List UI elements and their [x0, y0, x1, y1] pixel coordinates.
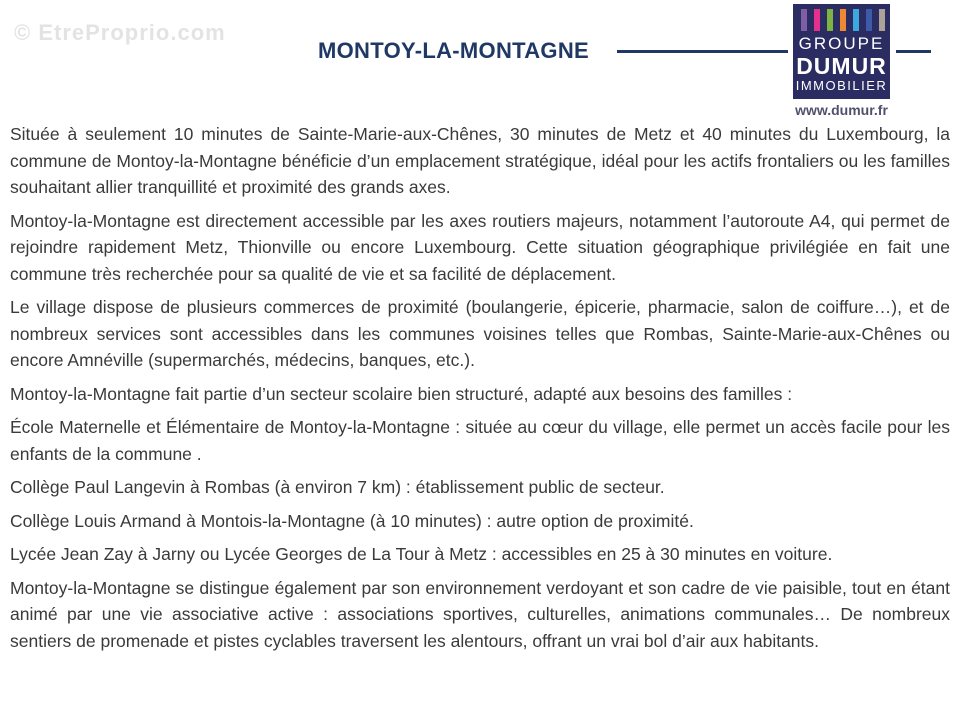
paragraph-college-langevin: Collège Paul Langevin à Rombas (à environ 7 km) : établissement public de secteur. — [10, 477, 665, 497]
paragraph-commerces: Le village dispose de plusieurs commerces de proximité (boulangerie, épicerie, pharmacie, salon de coiffure…), et de nombreux services sont accessibles dans les communes voisines telles que Rombas, Sainte-Marie-aux-Chênes ou encore Amnéville (supermarchés, médecins, banques, etc.). — [10, 297, 950, 370]
paragraph-ecole: École Maternelle et Élémentaire de Montoy-la-Montagne : située au cœur du village, elle permet un accès facile pour les enfants de la commune . — [10, 417, 950, 464]
logo-text-immobilier: IMMOBILIER — [795, 77, 888, 93]
header-rule-left — [617, 50, 788, 53]
paragraph-access: Montoy-la-Montagne est directement accessible par les axes routiers majeurs, notamment l’autoroute A4, qui permet de rejoindre rapidement Metz, Thionville ou encore Luxembourg. Cette situation géographique privilégiée en fait une commune très recherchée pour sa qualité de vie et sa facilité de déplacement. — [10, 210, 950, 284]
paragraph-environnement: Montoy-la-Montagne se distingue également par son environnement verdoyant et son cadre de vie paisible, tout en étant animé par une vie associative active : associations sportives, culturelles, animations communales… De nombreux sentiers de promenade et pistes cyclables traversent les alentours, offrant un vrai bol d’air aux habitants. — [10, 577, 950, 651]
page-title: MONTOY-LA-MONTAGNE — [318, 38, 590, 63]
logo-bar — [866, 9, 872, 31]
logo-text-dumur: DUMUR — [796, 52, 887, 79]
logo-color-bars-icon — [793, 4, 890, 31]
logo-website: www.dumur.fr — [795, 102, 888, 118]
paragraph-location: Située à seulement 10 minutes de Sainte-Marie-aux-Chênes, 30 minutes de Metz et 40 minutes du Luxembourg, la commune de Montoy-la-Montagne bénéficie d’un emplacement stratégique, idéal pour les actifs frontaliers ou les familles souhaitant allier tranquillité et proximité des grands axes. — [10, 124, 950, 197]
company-logo — [793, 4, 890, 99]
logo-bar — [840, 9, 846, 31]
paragraph-scolaire-intro: Montoy-la-Montagne fait partie d’un secteur scolaire bien structuré, adapté aux besoins des familles : — [10, 383, 793, 404]
logo-text-groupe: GROUPE — [798, 34, 885, 53]
logo-bar — [853, 9, 859, 31]
paragraph-college-armand: Collège Louis Armand à Montois-la-Montagne (à 10 minutes) : autre option de proximité. — [10, 510, 694, 531]
header-rule-right — [896, 50, 931, 53]
paragraph-lycees: Lycée Jean Zay à Jarny ou Lycée Georges de La Tour à Metz : accessibles en 25 à 30 minutes en voiture. — [10, 544, 833, 564]
logo-bar — [879, 9, 885, 31]
logo-bar — [801, 9, 807, 31]
logo-bar — [827, 9, 833, 31]
watermark: © EtreProprio.com — [14, 20, 226, 45]
logo-bar — [814, 9, 820, 31]
description-text — [10, 121, 950, 661]
